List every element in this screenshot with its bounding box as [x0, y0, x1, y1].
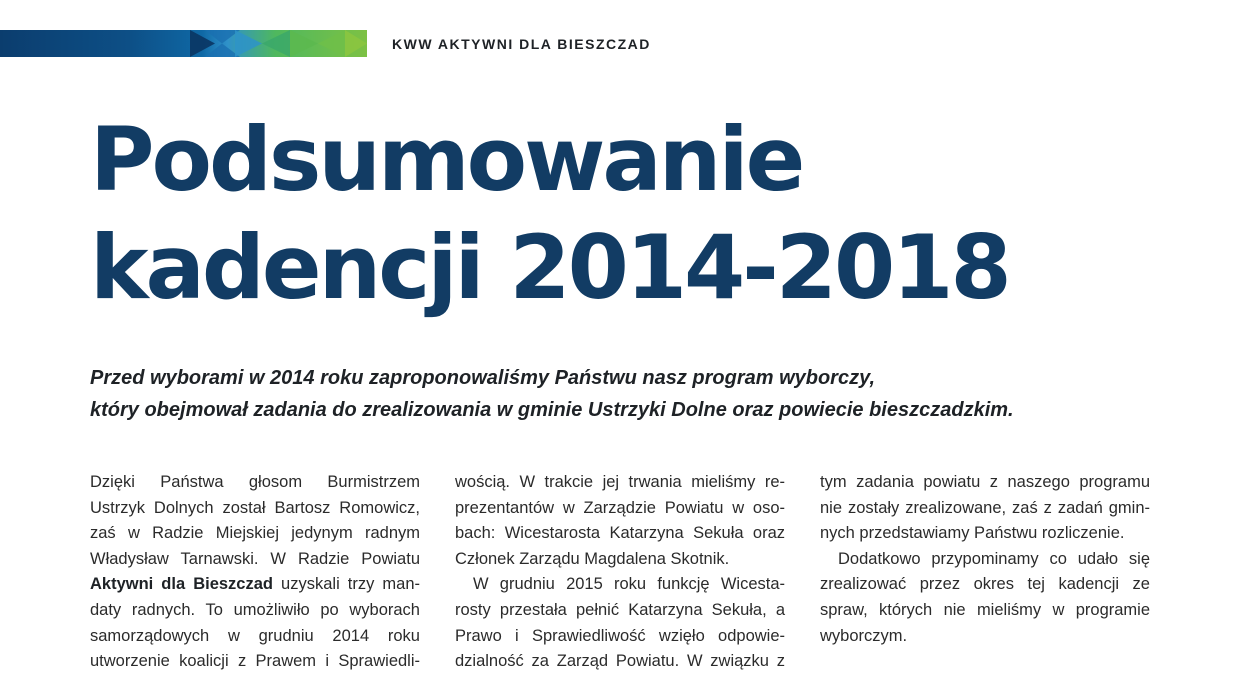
text-line: utworzenie koalicji z Prawem i Sprawiedli-: [90, 652, 420, 671]
text-line: Dodatkowo przypominamy co udało się: [838, 549, 1150, 568]
header-label: KWW AKTYWNI DLA BIESZCZAD: [392, 36, 651, 52]
page-title: [90, 106, 1009, 322]
text-line: rosty przestała pełnić Katarzyna Sekuła, a: [455, 600, 785, 619]
text-column-3: [820, 470, 1150, 649]
text-line: Członek Zarządu Magdalena Skotnik.: [455, 549, 730, 568]
lead-line-1: Przed wyborami w 2014 roku zaproponowaliśmy Państwu nasz program wyborczy,: [90, 367, 876, 389]
text-line: tym zadania powiatu z naszego programu: [820, 473, 1150, 491]
title-line-1: Podsumowanie: [90, 108, 803, 211]
lead-paragraph: [90, 362, 1170, 426]
text-line: Prawo i Sprawiedliwość wzięło odpowie-: [455, 626, 785, 645]
text-line: nych przedstawiamy Państwu rozliczenie.: [820, 524, 1125, 543]
title-line-2: kadencji 2014-2018: [90, 216, 1009, 319]
text-line: [90, 572, 420, 598]
text-line: Dzięki Państwa głosom Burmistrzem: [90, 473, 420, 491]
text-column-1: [90, 470, 420, 675]
header-color-band: [0, 30, 367, 57]
text-line: samorządowych w grudniu 2014 roku: [90, 626, 420, 645]
lead-line-2: który obejmował zadania do zrealizowania w gminie Ustrzyki Dolne oraz powiecie bieszczadzkim.: [90, 399, 1014, 421]
text-line: zaś w Radzie Miejskiej jedynym radnym: [90, 524, 420, 543]
text-fragment: uzyskali trzy man-: [273, 575, 421, 594]
text-line: daty radnych. To umożliwiło po wyborach: [90, 600, 420, 619]
text-line: nie zostały zrealizowane, zaś z zadań gmin-: [820, 498, 1150, 517]
text-line: dzialność za Zarząd Powiatu. W związku z: [455, 652, 785, 671]
text-line: spraw, których nie mieliśmy w programie: [820, 600, 1150, 619]
chevron-pattern-graphic: [0, 30, 367, 57]
text-line: Ustrzyk Dolnych został Bartosz Romowicz,: [90, 498, 420, 517]
brand-name: Aktywni dla Bieszczad: [90, 575, 273, 594]
text-line: zrealizować przez okres tej kadencji ze: [820, 575, 1150, 594]
text-line: prezentantów w Zarządzie Powiatu w oso-: [455, 498, 785, 517]
text-column-2: [455, 470, 785, 675]
text-line: Władysław Tarnawski. W Radzie Powiatu: [90, 549, 420, 568]
text-line: wością. W trakcie jej trwania mieliśmy re-: [455, 473, 785, 491]
text-line: W grudniu 2015 roku funkcję Wicesta-: [473, 575, 785, 594]
text-line: wyborczym.: [820, 626, 908, 645]
text-line: bach: Wicestarosta Katarzyna Sekuła oraz: [455, 524, 785, 543]
